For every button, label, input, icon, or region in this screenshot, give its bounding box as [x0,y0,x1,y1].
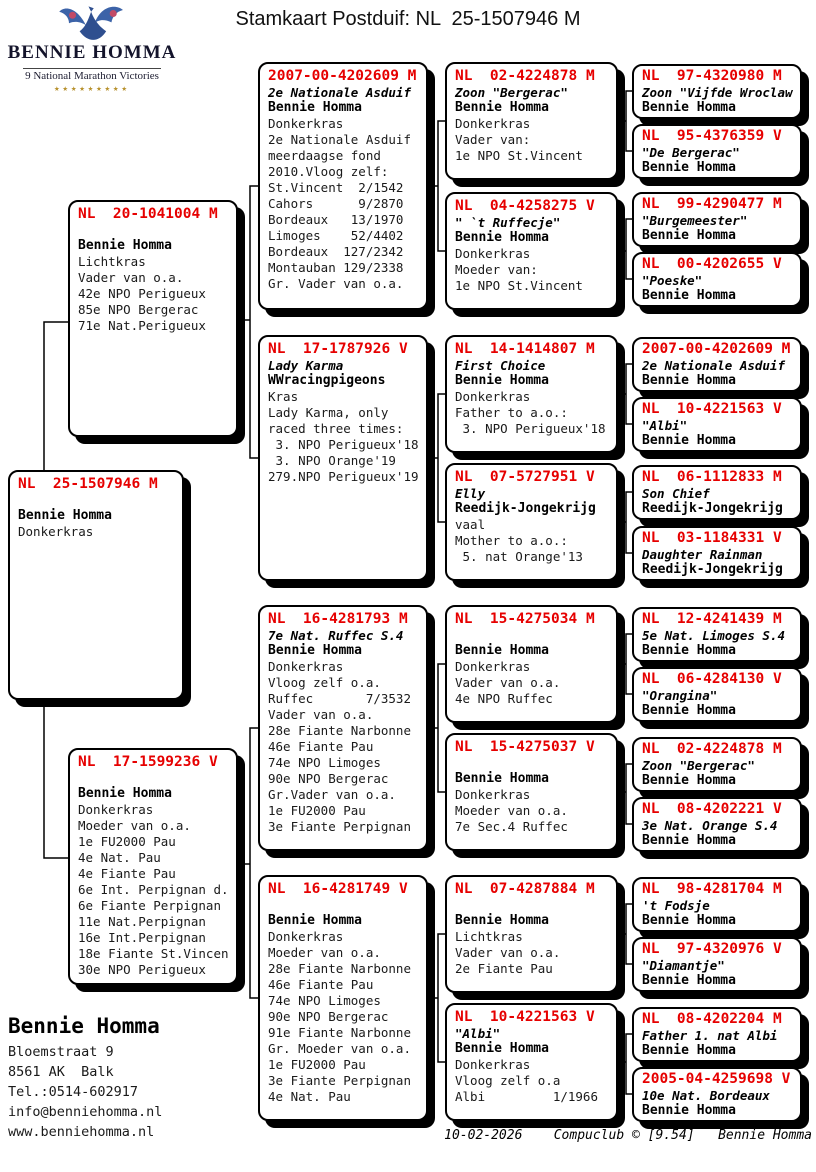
ring-number: NL 20-1041004 M [78,206,218,222]
loft-name: Bennie Homma [455,771,549,786]
pigeon-name: "Albi" [642,418,688,433]
detail-line: Donkerkras [455,246,531,261]
loft-logo-subtitle: 9 National Marathon Victories [25,70,159,82]
owner-address [8,1042,162,1142]
detail-line: Tel.:0514-602917 [8,1084,139,1100]
detail-line: 6e Fiante Perpignan [78,898,221,913]
detail-line: Ruffec 7/3532 [268,691,411,706]
loft-logo-stars: ★★★★★★★★★ [54,84,130,94]
loft-name: Reedijk-Jongekrijg [455,501,596,516]
loft-name: Bennie Homma [642,643,736,658]
ring-number: NL 97-4320976 V [642,941,782,957]
pedigree-box-gggp11 [632,737,802,792]
detail-line: Donkerkras [455,787,531,802]
ring-number: NL 17-1599236 V [78,754,218,770]
pedigree-box-gggp9 [632,607,802,662]
owner-name: Bennie Homma [8,1014,160,1038]
detail-line: Kras [268,389,299,404]
pigeon-details [78,254,228,334]
detail-line: Gr. Vader van o.a. [268,276,404,291]
pigeon-name: Zoon "Vijfde Wroclaw [642,85,793,100]
pigeon-name: Zoon "Bergerac" [455,85,568,100]
detail-line: 28e Fiante Narbonne [268,723,411,738]
pedigree-box-gggp10 [632,667,802,722]
loft-name: Bennie Homma [78,238,172,253]
detail-line: Donkerkras [18,524,94,539]
loft-name: Bennie Homma [78,786,172,801]
detail-line: Moeder van: [455,262,538,277]
loft-logo-name: BENNIE HOMMA [7,42,177,63]
ring-number: NL 97-4320980 M [642,68,782,84]
ring-number: NL 08-4202221 V [642,801,782,817]
pigeon-name [455,628,608,643]
pedigree-box-ggp3 [445,335,618,453]
pigeon-name: 2e Nationale Asduif [642,358,785,373]
detail-line: 74e NPO Limoges [268,993,381,1008]
pigeon-name: Elly [455,486,486,501]
detail-line: 1e FU2000 Pau [268,803,366,818]
loft-name: Bennie Homma [268,100,362,115]
pedigree-box-ggp7 [445,875,618,993]
detail-line: Montauban 129/2338 [268,260,404,275]
detail-line: 71e Nat.Perigueux [78,318,206,333]
detail-line: Mother to a.o.: [455,533,568,548]
ring-number: 2007-00-4202609 M [642,341,791,357]
detail-line: 46e Fiante Pau [268,739,374,754]
loft-name: Reedijk-Jongekrijg [642,562,783,577]
detail-line: 42e NPO Perigueux [78,286,206,301]
pigeon-name [18,493,174,508]
pedigree-box-subject [8,470,184,700]
detail-line: Donkerkras [268,116,344,131]
pigeon-name [78,771,228,786]
detail-line: 279.NPO Perigueux'19 [268,469,419,484]
detail-line: info@benniehomma.nl [8,1104,163,1120]
pedigree-box-gp4 [258,875,428,1121]
detail-line: 11e Nat.Perpignan [78,914,206,929]
pedigree-box-gggp12 [632,797,802,852]
loft-name: Bennie Homma [642,1103,736,1118]
pedigree-box-gp3 [258,605,428,851]
ring-number: NL 07-4287884 M [455,881,595,897]
detail-line: Cahors 9/2870 [268,196,404,211]
loft-name: Bennie Homma [642,833,736,848]
detail-line: vaal [455,517,486,532]
detail-line: 2e Fiante Pau [455,961,553,976]
detail-line: 16e Int.Perpignan [78,930,206,945]
pigeon-details [455,929,608,977]
loft-name: Bennie Homma [455,913,549,928]
detail-line: 3. NPO Perigueux'18 [268,437,419,452]
ring-number: NL 16-4281749 V [268,881,408,897]
detail-line: Donkerkras [455,116,531,131]
detail-line: 85e NPO Bergerac [78,302,199,317]
loft-name: Bennie Homma [18,508,112,523]
detail-line: 3e Fiante Perpignan [268,819,411,834]
pigeon-details [268,659,418,835]
pedigree-box-gggp15 [632,1007,802,1062]
pedigree-box-gggp16 [632,1067,802,1122]
detail-line: Vloog zelf o.a. [268,675,381,690]
pedigree-box-ggp6 [445,733,618,851]
detail-line: St.Vincent 2/1542 [268,180,404,195]
ring-number: NL 99-4290477 M [642,196,782,212]
detail-line: 4e Fiante Pau [78,866,176,881]
pigeon-name: "Poeske" [642,273,703,288]
page-title: Stamkaart Postduif: NL 25-1507946 M [235,8,581,30]
detail-line: 4e Nat. Pau [268,1089,351,1104]
loft-name: Bennie Homma [642,373,736,388]
ring-number: NL 08-4202204 M [642,1011,782,1027]
ring-number: NL 12-4241439 M [642,611,782,627]
pedigree-box-gggp1 [632,64,802,119]
detail-line: Gr. Moeder van o.a. [268,1041,411,1056]
loft-name: WWracingpigeons [268,373,386,388]
pigeon-details [78,802,228,978]
pedigree-box-mother [68,748,238,985]
detail-line: Vader van o.a. [455,675,561,690]
detail-line: www.benniehomma.nl [8,1124,155,1140]
detail-line: raced three times: [268,421,404,436]
loft-name: Bennie Homma [268,643,362,658]
ring-number: NL 06-4284130 V [642,671,782,687]
pigeon-details [455,659,608,707]
ring-number: NL 25-1507946 M [18,476,158,492]
pigeon-name: 't Fodsje [642,898,710,913]
detail-line: 46e Fiante Pau [268,977,374,992]
detail-line: 18e Fiante St.Vincen [78,946,229,961]
pedigree-box-gggp2 [632,124,802,179]
detail-line: Donkerkras [78,802,154,817]
detail-line: Moeder van o.a. [455,803,568,818]
loft-name: Bennie Homma [642,703,736,718]
pedigree-box-father [68,200,238,437]
ring-number: 2005-04-4259698 V [642,1071,791,1087]
pigeon-name: Father 1. nat Albi [642,1028,778,1043]
detail-line: Moeder van o.a. [268,945,381,960]
ring-number: NL 15-4275034 M [455,611,595,627]
loft-name: Bennie Homma [455,373,549,388]
pedigree-box-gggp13 [632,877,802,932]
detail-line: 3. NPO Orange'19 [268,453,396,468]
pigeon-name: First Choice [455,358,546,373]
detail-line: Vader van: [455,132,531,147]
ring-number: NL 10-4221563 V [642,401,782,417]
detail-line: Vloog zelf o.a [455,1073,561,1088]
pigeon-name: "Orangina" [642,688,718,703]
pedigree-box-gggp6 [632,397,802,452]
detail-line: 1e FU2000 Pau [78,834,176,849]
detail-line: 90e NPO Bergerac [268,771,389,786]
pigeon-name: "Albi" [455,1026,501,1041]
pigeon-name [455,898,608,913]
detail-line: 8561 AK Balk [8,1064,114,1080]
detail-line: Lichtkras [78,254,146,269]
ring-number: NL 06-1112833 M [642,469,782,485]
loft-name: Bennie Homma [455,230,549,245]
pigeon-name: 2e Nationale Asduif [268,85,411,100]
detail-line: 1e FU2000 Pau [268,1057,366,1072]
detail-line: 28e Fiante Narbonne [268,961,411,976]
ring-number: NL 17-1787926 V [268,341,408,357]
detail-line: 5. nat Orange'13 [455,549,583,564]
detail-line: meerdaagse fond [268,148,381,163]
pigeon-name: 7e Nat. Ruffec S.4 [268,628,404,643]
pedigree-box-gggp7 [632,465,802,520]
pedigree-box-ggp2 [445,192,618,310]
detail-line: Limoges 52/4402 [268,228,404,243]
loft-name: Bennie Homma [642,1043,736,1058]
loft-name: Bennie Homma [642,100,736,115]
detail-line: Donkerkras [455,389,531,404]
ring-number: NL 07-5727951 V [455,469,595,485]
detail-line: Bloemstraat 9 [8,1044,114,1060]
loft-name: Bennie Homma [642,973,736,988]
loft-name: Bennie Homma [642,160,736,175]
pigeon-details [455,389,608,437]
detail-line: 3. NPO Perigueux'18 [455,421,606,436]
pedigree-box-gp1 [258,62,428,310]
pedigree-box-ggp1 [445,62,618,180]
ring-number: NL 16-4281793 M [268,611,408,627]
ring-number: NL 02-4224878 M [455,68,595,84]
loft-name: Bennie Homma [455,1041,549,1056]
pigeon-name [78,223,228,238]
ring-number: NL 95-4376359 V [642,128,782,144]
detail-line: Albi 1/1966 [455,1089,598,1104]
loft-name: Bennie Homma [642,773,736,788]
detail-line: 1e NPO St.Vincent [455,148,583,163]
detail-line: 4e NPO Ruffec [455,691,553,706]
ring-number: 2007-00-4202609 M [268,68,417,84]
detail-line: Donkerkras [455,659,531,674]
detail-line: 2010.Vloog zelf: [268,164,389,179]
pigeon-details [455,1057,608,1105]
pigeon-details [455,246,608,294]
loft-name: Reedijk-Jongekrijg [642,501,783,516]
pigeon-details [268,929,418,1105]
pigeon-name: "Burgemeester" [642,213,748,228]
pigeon-name: " `t Ruffecje" [455,215,561,230]
detail-line: Bordeaux 127/2342 [268,244,404,259]
pedigree-box-ggp8 [445,1003,618,1121]
pedigree-box-gggp5 [632,337,802,392]
pigeon-details [268,116,418,292]
pigeon-details [18,524,174,540]
pigeon-details [268,389,418,485]
detail-line: 3e Fiante Perpignan [268,1073,411,1088]
detail-line: Lichtkras [455,929,523,944]
loft-name: Bennie Homma [268,913,362,928]
detail-line: 6e Int. Perpignan d. [78,882,229,897]
detail-line: Vader van o.a. [78,270,184,285]
pigeon-details [455,787,608,835]
loft-name: Bennie Homma [642,288,736,303]
detail-line: 4e Nat. Pau [78,850,161,865]
pigeon-name: 5e Nat. Limoges S.4 [642,628,785,643]
pedigree-box-ggp4 [445,463,618,581]
detail-line: Donkerkras [268,659,344,674]
detail-line: 90e NPO Bergerac [268,1009,389,1024]
pigeon-name: 10e Nat. Bordeaux [642,1088,770,1103]
ring-number: NL 15-4275037 V [455,739,595,755]
loft-name: Bennie Homma [455,643,549,658]
pigeon-name [268,898,418,913]
detail-line: Moeder van o.a. [78,818,191,833]
loft-name: Bennie Homma [642,228,736,243]
ring-number: NL 10-4221563 V [455,1009,595,1025]
ring-number: NL 14-1414807 M [455,341,595,357]
ring-number: NL 03-1184331 V [642,530,782,546]
ring-number: NL 00-4202655 V [642,256,782,272]
loft-name: Bennie Homma [642,913,736,928]
pedigree-box-gggp14 [632,937,802,992]
detail-line: Vader van o.a. [455,945,561,960]
detail-line: Vader van o.a. [268,707,374,722]
pigeon-name: Son Chief [642,486,710,501]
detail-line: Bordeaux 13/1970 [268,212,404,227]
pigeon-name: "Diamantje" [642,958,725,973]
loft-name: Bennie Homma [455,100,549,115]
ring-number: NL 04-4258275 V [455,198,595,214]
pedigree-box-gggp4 [632,252,802,307]
print-credit: 10-02-2026 Compuclub © [9.54] Bennie Homma [444,1128,812,1143]
pedigree-box-gggp3 [632,192,802,247]
ring-number: NL 98-4281704 M [642,881,782,897]
pigeon-name: Zoon "Bergerac" [642,758,755,773]
detail-line: 2e Nationale Asduif [268,132,411,147]
loft-name: Bennie Homma [642,433,736,448]
detail-line: 7e Sec.4 Ruffec [455,819,568,834]
pigeon-name: "De Bergerac" [642,145,740,160]
pigeon-name: Lady Karma [268,358,344,373]
detail-line: 1e NPO St.Vincent [455,278,583,293]
pedigree-box-gp2 [258,335,428,581]
detail-line: Gr.Vader van o.a. [268,787,396,802]
detail-line: 74e NPO Limoges [268,755,381,770]
pigeon-details [455,116,608,164]
pedigree-box-gggp8 [632,526,802,581]
detail-line: 30e NPO Perigueux [78,962,206,977]
detail-line: Donkerkras [455,1057,531,1072]
detail-line: 91e Fiante Narbonne [268,1025,411,1040]
pigeon-details [455,517,608,565]
detail-line: Lady Karma, only [268,405,389,420]
pedigree-box-ggp5 [445,605,618,723]
detail-line: Donkerkras [268,929,344,944]
pigeon-name: Daughter Rainman [642,547,763,562]
detail-line: Father to a.o.: [455,405,568,420]
pigeon-name: 3e Nat. Orange S.4 [642,818,778,833]
pigeon-name [455,756,608,771]
ring-number: NL 02-4224878 M [642,741,782,757]
